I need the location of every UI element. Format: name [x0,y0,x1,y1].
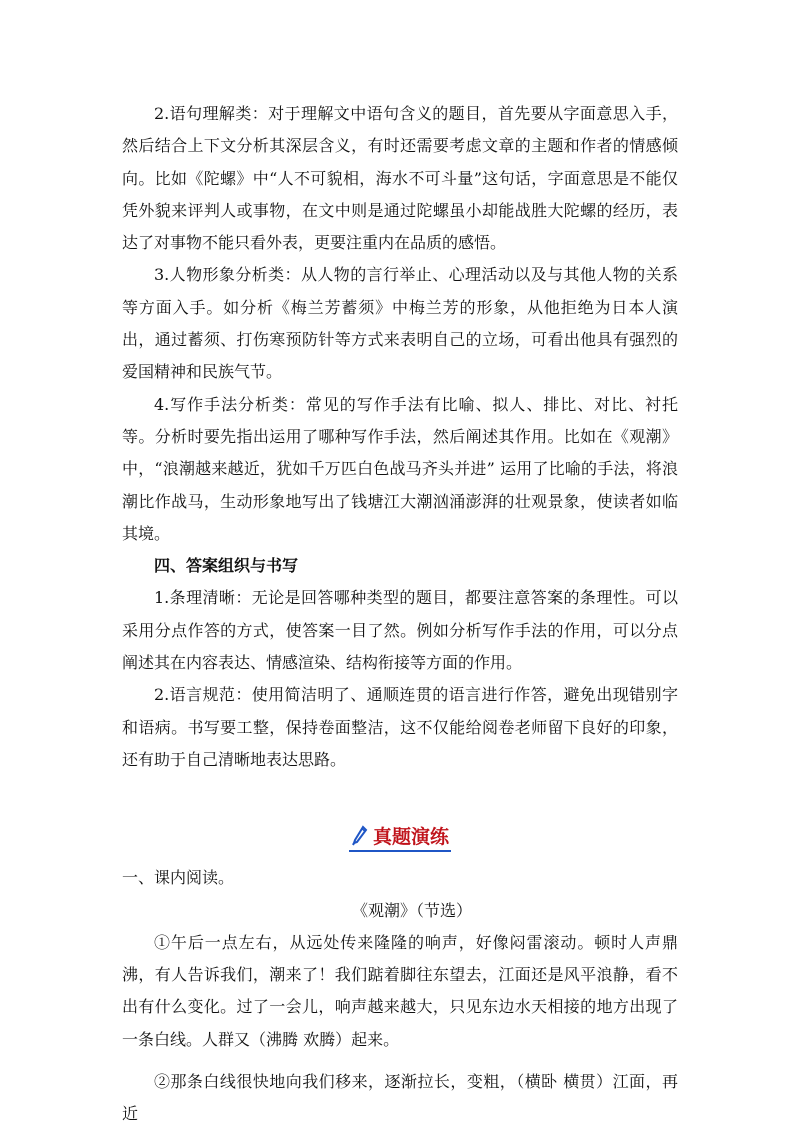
section-in-class-reading: 一、课内阅读。 [122,868,235,888]
pencil-icon [351,825,369,847]
paragraph-sentence-understanding: 2.语句理解类：对于理解文中语句含义的题目，首先要从字面意思入手，然后结合上下文分析其深层含义，有时还需要考虑文章的主题和作者的情感倾向。比如《陀螺》中“人不可貌相，海水不可斗量”这句话，字面意思是不能仅凭外貌来评判人或事物，在文中则是通过陀螺虽小却能战胜大陀螺的经历，表达了对事物不能只看外表，更要注重内在品质的感悟。 [122,104,678,253]
section-heading-answer-organization: 四、答案组织与书写 [154,556,299,576]
exercise-banner [122,822,678,862]
paragraph-clear-structure: 1.条理清晰：无论是回答哪种类型的题目，都要注意答案的条理性。可以采用分点作答的方式，使答案一目了然。例如分析写作手法的作用，可以分点阐述其在内容表达、情感渲染、结构衔接等方面的作用。 [122,588,678,673]
paragraph-character-analysis: 3.人物形象分析类：从人物的言行举止、心理活动以及与其他人物的关系等方面入手。如分析《梅兰芳蓄须》中梅兰芳的形象，从他拒绝为日本人演出，通过蓄须、打伤寒预防针等方式来表明自己的立场，可看出他具有强烈的爱国精神和民族气节。 [122,265,678,382]
paragraph-language-standard: 2.语言规范：使用简洁明了、通顺连贯的语言进行作答，避免出现错别字和语病。书写要工整，保持卷面整洁，这不仅能给阅卷老师留下良好的印象，还有助于自己清晰地表达思路。 [122,685,678,769]
passage-paragraph-1: ①午后一点左右，从远处传来隆隆的响声，好像闷雷滚动。顿时人声鼎沸，有人告诉我们，潮来了！我们踮着脚往东望去，江面还是风平浪静，看不出有什么变化。过了一会儿，响声越来越大，只见东边水天相接的地方出现了一条白线。人群又（沸腾 欢腾）起来。 [122,932,678,1049]
paragraph-writing-technique: 4.写作手法分析类：常见的写作手法有比喻、拟人、排比、对比、衬托等。分析时要先指出运用了哪种写作手法，然后阐述其作用。比如在《观潮》中，“浪潮越来越近，犹如千万匹白色战马齐头并进” 运用了比喻的手法，将浪潮比作战马，生动形象地写出了钱塘江大潮汹涌澎湃的壮观景象，使读者如临其境。 [122,394,678,543]
passage-paragraph-2: ②那条白线很快地向我们移来，逐渐拉长，变粗，（横卧 横贯）江面，再近 [122,1072,678,1124]
exercise-banner-title-wrap [349,822,451,852]
passage-title: 《观潮》（节选） [351,900,472,920]
exercise-banner-title: 真题演练 [372,826,449,849]
document-body [122,98,678,1131]
